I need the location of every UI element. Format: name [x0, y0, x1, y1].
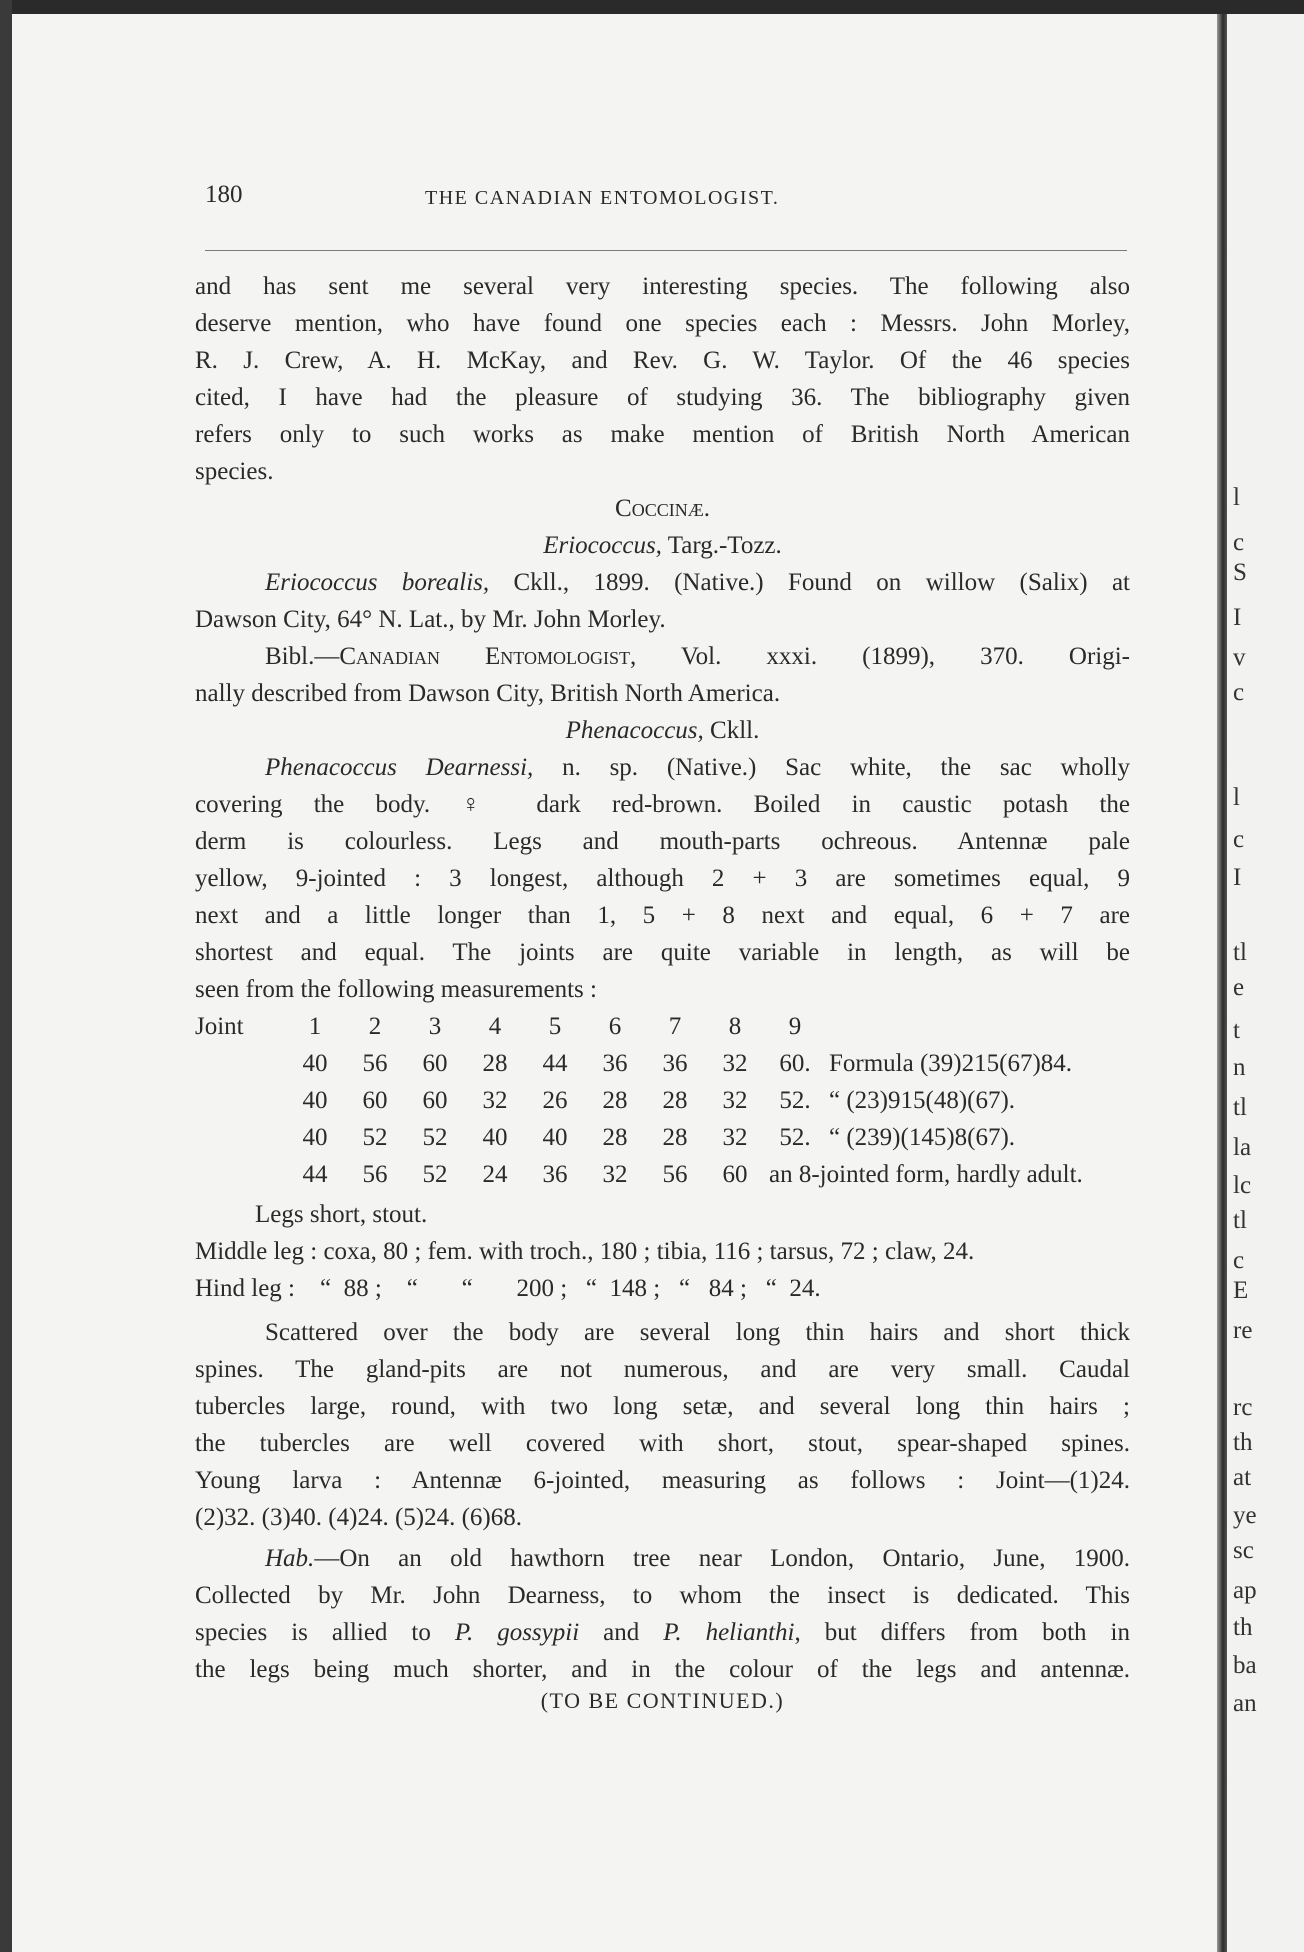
habitat-text: —On an old hawthorn tree near London, Ontario, June, 1900.: [314, 1545, 1130, 1572]
text-line: tubercles large, round, with two long setæ, and several long thin hairs ;: [195, 1393, 1130, 1420]
joint-number: 6: [608, 1012, 622, 1040]
text-line: Young larva : Antennæ 6-jointed, measuring as follows : Joint—(1)24.: [195, 1467, 1130, 1494]
next-page-text-fragment: lc: [1233, 1172, 1252, 1199]
table-cell: 52: [422, 1123, 448, 1151]
joint-number: 5: [548, 1012, 562, 1040]
table-cell: 44: [302, 1160, 328, 1188]
table-cell: 28: [602, 1086, 628, 1114]
genus-heading-phenacoccus: [195, 712, 1130, 749]
table-cell: 32: [722, 1086, 748, 1114]
joint-number: 7: [668, 1012, 682, 1040]
table-cell: 52.: [779, 1123, 811, 1151]
table-cell: 56: [362, 1049, 388, 1077]
table-cell: 40: [302, 1123, 328, 1151]
middle-leg-line: Middle leg : coxa, 80 ; fem. with troch., 180 ; tibia, 116 ; tarsus, 72 ; claw, 24.: [195, 1238, 975, 1265]
table-cell: 40: [542, 1123, 568, 1151]
table-cell: 36: [662, 1049, 688, 1077]
text-line: shortest and equal. The joints are quite variable in length, as will be: [195, 939, 1130, 966]
scan-border-left: [0, 0, 12, 1952]
text-line: [195, 1540, 1130, 1577]
next-page-text-fragment: ba: [1233, 1652, 1257, 1679]
next-page-text-fragment: v: [1233, 644, 1246, 671]
bibl-prefix: Bibl.—: [265, 643, 340, 670]
table-cell: 60: [362, 1086, 388, 1114]
page-number: 180: [205, 181, 243, 208]
bibl-text: , Vol. xxxi. (1899), 370. Origi-: [629, 643, 1130, 670]
row-note: Formula (39)215(67)84.: [829, 1049, 1073, 1077]
genus-heading-eriococcus: [195, 527, 1130, 564]
habitat-text: species is allied to: [195, 1619, 455, 1646]
next-page-text-fragment: l: [1233, 784, 1240, 811]
genus-name: Eriococcus,: [543, 532, 662, 559]
next-page-text-fragment: ap: [1233, 1577, 1257, 1604]
genus-name: Phenacoccus,: [565, 717, 704, 744]
hind-leg-line: Hind leg : “ 88 ; “ “ 200 ; “ 148 ; “ 84 ; “ 24.: [195, 1275, 821, 1302]
next-page-text-fragment: rc: [1233, 1394, 1253, 1421]
measurements-table: [195, 1008, 1189, 1193]
table-cell: 60: [722, 1160, 748, 1188]
to-be-continued: (TO BE CONTINUED.): [540, 1688, 785, 1713]
next-page-text-fragment: t: [1233, 1017, 1240, 1044]
table-cell: 56: [362, 1160, 388, 1188]
leg-measurements: [195, 1196, 1130, 1307]
next-page-text-fragment: n: [1233, 1054, 1246, 1081]
next-page-text-fragment: I: [1233, 604, 1242, 631]
table-cell: 36: [542, 1160, 568, 1188]
next-page-text-fragment: e: [1233, 974, 1245, 1001]
journal-name: Canadian Entomologist: [339, 643, 630, 670]
table-cell: 32: [722, 1049, 748, 1077]
species-name: P. helianthi: [663, 1619, 795, 1646]
table-row: [195, 1119, 1189, 1156]
legs-short-line: Legs short, stout.: [255, 1201, 428, 1228]
table-cell: 60.: [779, 1049, 811, 1077]
next-page-text-fragment: la: [1233, 1134, 1252, 1161]
text-line: yellow, 9-jointed : 3 longest, although 2 + 3 are sometimes equal, 9: [195, 865, 1130, 892]
table-row: [195, 1082, 1189, 1119]
next-page-text-fragment: tl: [1233, 939, 1247, 966]
table-cell: 28: [662, 1086, 688, 1114]
joint-number: 4: [488, 1012, 502, 1040]
table-cell: 24: [482, 1160, 508, 1188]
next-page-text-fragment: E: [1233, 1277, 1249, 1304]
table-cell: 28: [662, 1123, 688, 1151]
text-line: [195, 749, 1130, 786]
text-line: Dawson City, 64° N. Lat., by Mr. John Morley.: [195, 606, 666, 633]
table-cell: 36: [602, 1049, 628, 1077]
text-line: spines. The gland-pits are not numerous, and are very small. Caudal: [195, 1356, 1130, 1383]
text-line: the tubercles are well covered with short, stout, spear-shaped spines.: [195, 1430, 1130, 1457]
genus-author: Targ.-Tozz.: [661, 532, 782, 559]
table-cell: 52: [362, 1123, 388, 1151]
adjacent-page-fragment: [1227, 14, 1304, 1952]
joint-number: 3: [428, 1012, 442, 1040]
table-cell: 26: [542, 1086, 568, 1114]
next-page-text-fragment: an: [1233, 1690, 1257, 1717]
next-page-text-fragment: at: [1233, 1464, 1252, 1491]
next-page-text-fragment: tl: [1233, 1094, 1247, 1121]
species-name: Phenacoccus Dearnessi,: [265, 754, 534, 781]
habitat-label: Hab.: [265, 1545, 315, 1572]
text-line: refers only to such works as make mention of British North American: [195, 421, 1130, 448]
next-page-text-fragment: l: [1233, 484, 1240, 511]
phenacoccus-section: [195, 712, 1130, 1008]
table-cell: 28: [602, 1123, 628, 1151]
eriococcus-section: [195, 490, 1130, 712]
next-page-text-fragment: th: [1233, 1614, 1253, 1641]
table-header-row: [195, 1008, 1189, 1045]
text-line: covering the body. ♀ dark red-brown. Boiled in caustic potash the: [195, 791, 1130, 818]
text-line: and has sent me several very interesting species. The following also: [195, 273, 1130, 300]
table-cell: 40: [302, 1086, 328, 1114]
bibliography-line: [195, 638, 1130, 675]
table-cell: 52.: [779, 1086, 811, 1114]
next-page-text-fragment: sc: [1233, 1537, 1254, 1564]
text-line: next and a little longer than 1, 5 + 8 next and equal, 6 + 7 are: [195, 902, 1130, 929]
row-note: “ (239)(145)8(67).: [829, 1123, 1016, 1151]
header-rule: [205, 250, 1127, 251]
habitat-text: and: [579, 1619, 664, 1646]
next-page-text-fragment: I: [1233, 864, 1242, 891]
text-line: derm is colourless. Legs and mouth-parts ochreous. Antennæ pale: [195, 828, 1130, 855]
subfamily-heading: Coccinæ.: [615, 495, 710, 522]
text-line: [195, 564, 1130, 601]
joint-number: 2: [368, 1012, 382, 1040]
scan-border-top: [0, 0, 1304, 14]
running-title: THE CANADIAN ENTOMOLOGIST.: [425, 187, 780, 209]
table-cell: 32: [482, 1086, 508, 1114]
table-row: [195, 1045, 1189, 1082]
joint-number: 9: [788, 1012, 802, 1040]
text-line: nally described from Dawson City, British North America.: [195, 680, 781, 707]
next-page-text-fragment: c: [1233, 1247, 1245, 1274]
body-description: [195, 1314, 1130, 1536]
joint-number: 1: [308, 1012, 322, 1040]
genus-author: Ckll.: [703, 717, 760, 744]
running-header: [205, 181, 1127, 221]
next-page-text-fragment: th: [1233, 1429, 1253, 1456]
book-gutter: [1217, 14, 1227, 1952]
text-line: species.: [195, 458, 274, 485]
next-page-text-fragment: tl: [1233, 1207, 1247, 1234]
habitat-paragraph: [195, 1540, 1130, 1688]
intro-paragraph: [195, 268, 1130, 490]
table-cell: 28: [482, 1049, 508, 1077]
habitat-text: , but differs from both in: [794, 1619, 1130, 1646]
joint-number: 8: [728, 1012, 742, 1040]
next-page-text-fragment: c: [1233, 679, 1245, 706]
text-line: R. J. Crew, A. H. McKay, and Rev. G. W. Taylor. Of the 46 species: [195, 347, 1130, 374]
table-cell: 40: [482, 1123, 508, 1151]
table-label: Joint: [195, 1012, 244, 1040]
next-page-text-fragment: c: [1233, 826, 1245, 853]
text-line: Collected by Mr. John Dearness, to whom the insect is dedicated. This: [195, 1582, 1130, 1609]
table-cell: 32: [722, 1123, 748, 1151]
table-cell: 60: [422, 1049, 448, 1077]
table-cell: 40: [302, 1049, 328, 1077]
text-line: the legs being much shorter, and in the colour of the legs and antennæ.: [195, 1656, 1130, 1683]
text-line: Scattered over the body are several long thin hairs and short thick: [265, 1319, 1130, 1346]
text-line: (2)32. (3)40. (4)24. (5)24. (6)68.: [195, 1504, 523, 1531]
next-page-text-fragment: c: [1233, 529, 1245, 556]
row-note: “ (23)915(48)(67).: [829, 1086, 1016, 1114]
table-cell: 32: [602, 1160, 628, 1188]
species-text: Ckll., 1899. (Native.) Found on willow (Salix) at: [489, 569, 1130, 596]
next-page-text-fragment: S: [1233, 559, 1247, 586]
table-row: [195, 1156, 1189, 1193]
species-name: Eriococcus borealis,: [265, 569, 490, 596]
text-line: [195, 1614, 1130, 1651]
text-line: seen from the following measurements :: [195, 976, 597, 1003]
text-line: cited, I have had the pleasure of studying 36. The bibliography given: [195, 384, 1130, 411]
next-page-text-fragment: ye: [1233, 1502, 1257, 1529]
text-line: deserve mention, who have found one species each : Messrs. John Morley,: [195, 310, 1130, 337]
row-note: an 8-jointed form, hardly adult.: [769, 1160, 1083, 1188]
table-cell: 52: [422, 1160, 448, 1188]
species-name: P. gossypii: [454, 1619, 580, 1646]
table-cell: 60: [422, 1086, 448, 1114]
table-cell: 56: [662, 1160, 688, 1188]
table-cell: 44: [542, 1049, 568, 1077]
next-page-text-fragment: re: [1233, 1317, 1253, 1344]
species-text: n. sp. (Native.) Sac white, the sac wholly: [533, 754, 1131, 781]
